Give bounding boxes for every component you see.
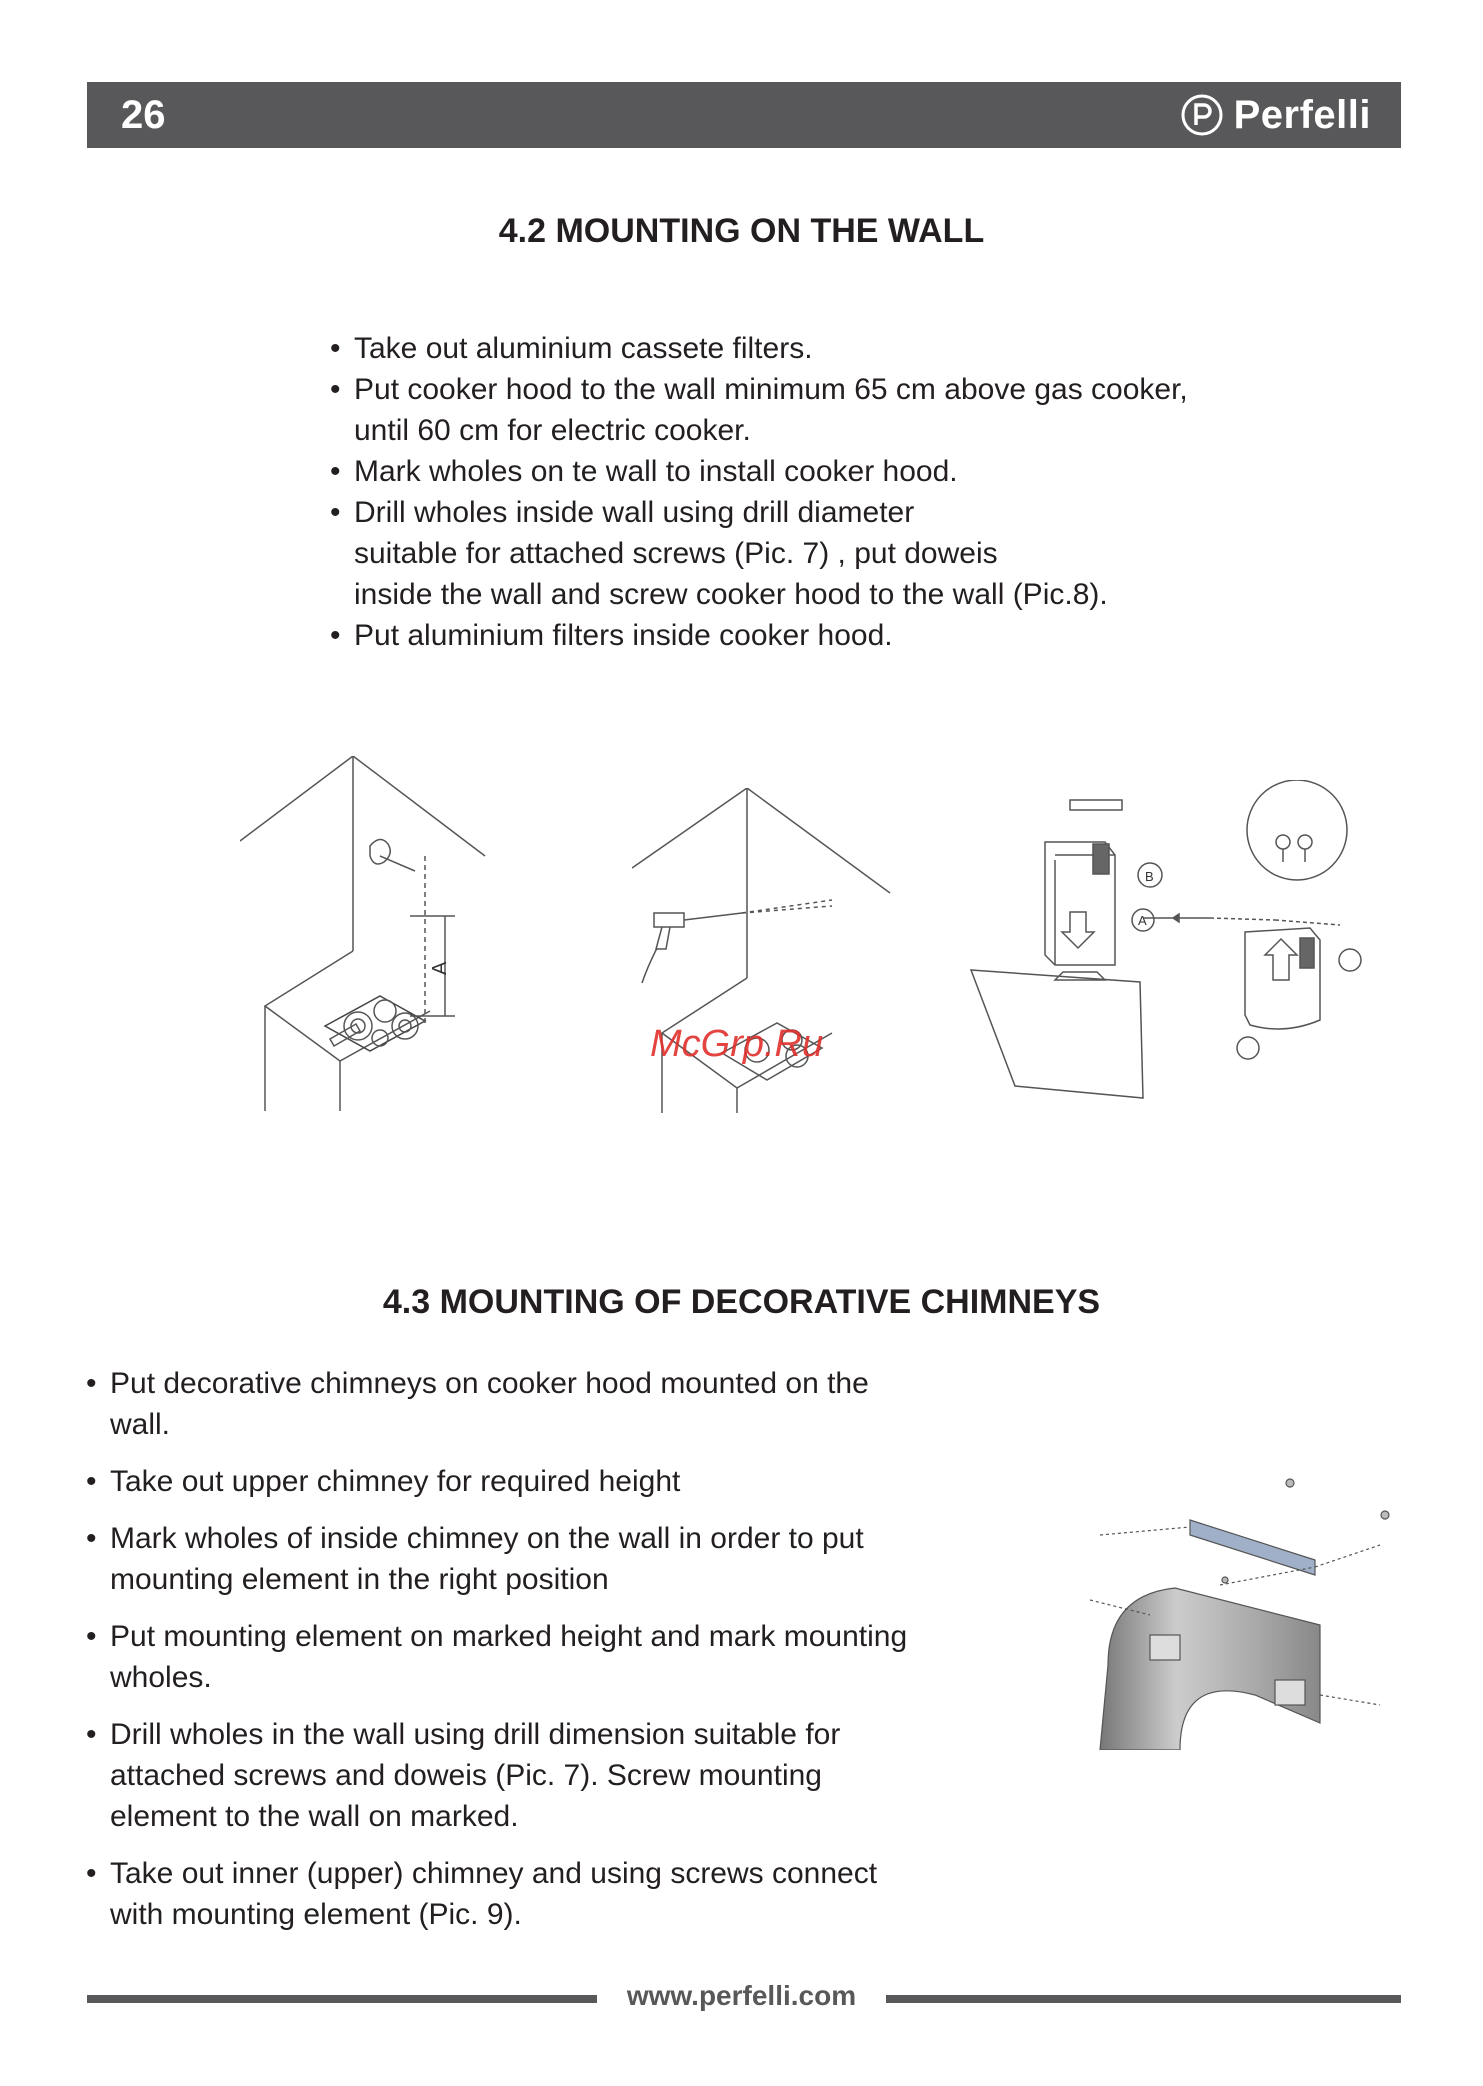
bullet-icon: • [330,619,341,652]
list-item [86,1853,1046,1935]
drilling-wall-illustration [632,788,892,1118]
step-text: Mark wholes of inside chimney on the wall in order to put mounting element in the right position [110,1522,864,1596]
section-title-mounting-wall: 4.2 MOUNTING ON THE WALL [498,212,985,250]
list-item [86,1363,1046,1445]
bullet-icon: • [86,1857,97,1890]
bullet-icon: • [86,1620,97,1653]
step-text: Take out aluminium cassete filters. [354,332,813,365]
bullet-icon: • [86,1718,97,1751]
step-text: Mark wholes on te wall to install cooker hood. [354,455,958,488]
list-item [86,1714,1046,1837]
chimney-bracket-illustration [1080,1475,1410,1750]
header-bar [87,82,1401,148]
perfelli-logo-icon [1180,93,1224,137]
bullet-icon: • [86,1522,97,1555]
step-text: Take out upper chimney for required height [110,1465,681,1498]
step-text: Take out inner (upper) chimney and using screws connect with mounting element (Pic. 9). [110,1857,878,1931]
part-label-a: A [1138,913,1147,928]
part-label-b: B [1145,869,1154,884]
bullet-icon: • [330,373,341,406]
step-text: Put decorative chimneys on cooker hood mounted on the wall. [110,1367,869,1441]
list-item [86,1616,1046,1698]
step-text: Put aluminium filters inside cooker hood. [354,619,893,652]
step-text: Put cooker hood to the wall minimum 65 cm above gas cooker, until 60 cm for electric cooker. [354,373,1188,447]
list-item [86,1461,1046,1502]
list-item [330,369,1330,451]
bullet-icon: • [330,496,341,529]
brand-name: Perfelli [1233,92,1371,137]
footer-url[interactable]: www.perfelli.com [626,1980,857,2011]
step-text: Drill wholes inside wall using drill diameter suitable for attached screws (Pic. 7) , put doweis inside the wall and screw cooker hood to the wall (Pic.8). [354,496,1108,611]
list-item [330,451,1330,492]
dimension-label-a: A [429,961,451,975]
hood-attachment-illustration [965,780,1385,1110]
page-number: 26 [121,93,166,137]
footer-rule-right [886,1995,1401,2003]
bullet-icon: • [86,1465,97,1498]
bullet-icon: • [330,455,341,488]
watermark: McGrp.Ru [650,1023,824,1065]
section-title-decorative-chimneys: 4.3 MOUNTING OF DECORATIVE CHIMNEYS [382,1283,1101,1321]
step-text: Put mounting element on marked height and mark mounting wholes. [110,1620,908,1694]
chimney-mounting-steps [86,1363,1046,1951]
footer-rule-left [87,1995,597,2003]
step-text: Drill wholes in the wall using drill dimension suitable for attached screws and doweis (Pic. 7). Screw mounting element to the wall on marked. [110,1718,841,1833]
list-item [330,328,1330,369]
list-item [330,615,1330,656]
bullet-icon: • [330,332,341,365]
wall-mounting-steps [330,328,1330,656]
brand-logo [1180,90,1371,140]
list-item [86,1518,1046,1600]
bullet-icon: • [86,1367,97,1400]
marking-wall-illustration [240,756,490,1116]
list-item [330,492,1330,615]
